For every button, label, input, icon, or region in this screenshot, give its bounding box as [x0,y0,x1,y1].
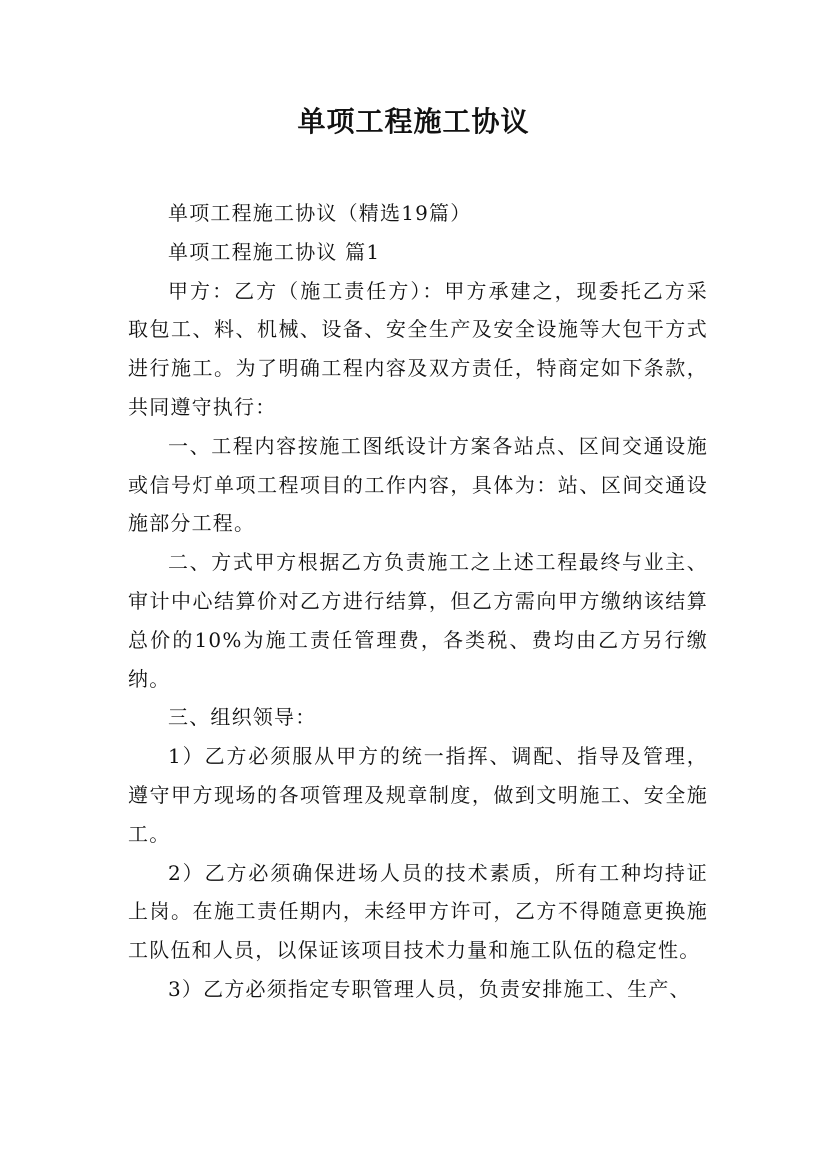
paragraph-clause-1: 一、工程内容按施工图纸设计方案各站点、区间交通设施或信号灯单项工程项目的工作内容，具体为：站、区间交通设施部分工程。 [128,433,708,536]
document-title: 单项工程施工协议 [297,105,530,138]
paragraph-item-1: 1）乙方必须服从甲方的统一指挥、调配、指导及管理，遵守甲方现场的各项管理及规章制度，做到文明施工、安全施工。 [128,744,708,846]
paragraph-parties: 甲方：乙方（施工责任方）：甲方承建之，现委托乙方采取包工、料、机械、设备、安全生产及安全设施等大包干方式进行施工。为了明确工程内容及双方责任，特商定如下条款，共同遵守执行： [128,278,708,419]
paragraph-subtitle: 单项工程施工协议（精选19篇） [168,201,472,225]
paragraph-item-2: 2）乙方必须确保进场人员的技术素质，所有工种均持证上岗。在施工责任期内，未经甲方许可，乙方不得随意更换施工队伍和人员，以保证该项目技术力量和施工队伍的稳定性。 [128,860,708,963]
paragraph-clause-3: 三、组织领导： [168,705,317,730]
paragraph-item-3: 3）乙方必须指定专职管理人员，负责安排施工、生产、 [168,976,691,1001]
paragraph-section-heading: 单项工程施工协议 篇1 [168,239,381,264]
paragraph-clause-2: 二、方式甲方根据乙方负责施工之上述工程最终与业主、审计中心结算价对乙方进行结算，但乙方需向甲方缴纳该结算总价的10%为施工责任管理费，各类税、费均由乙方另行缴纳。 [128,550,708,691]
document-body [128,194,708,1009]
